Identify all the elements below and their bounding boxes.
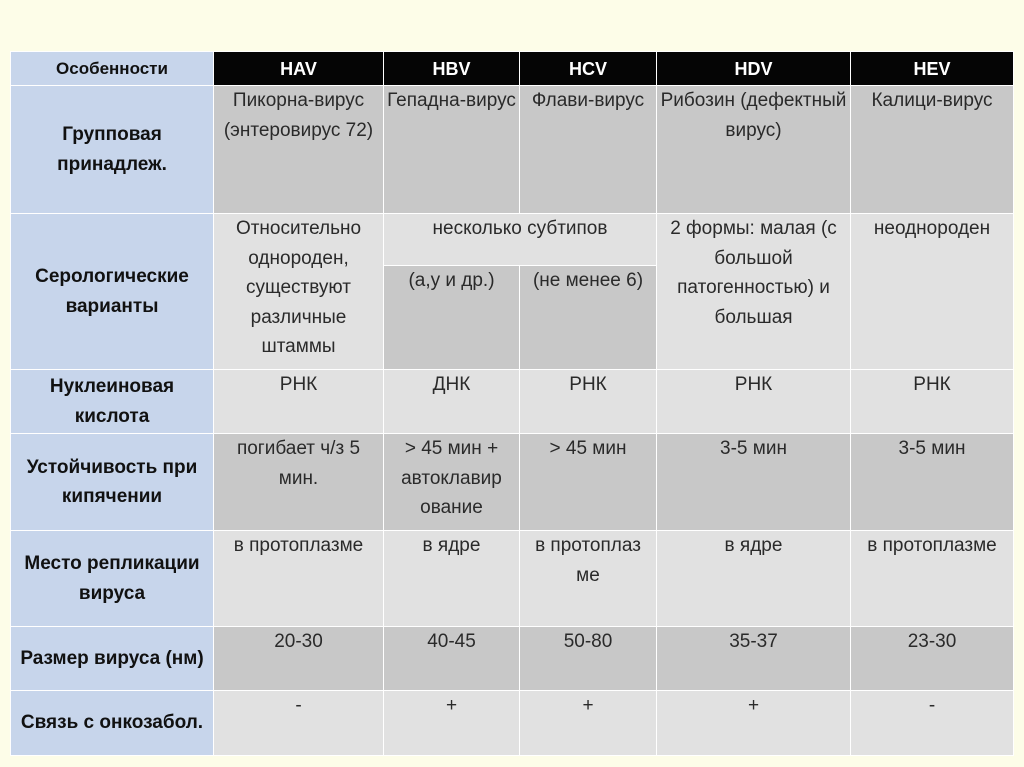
virus-comparison-table xyxy=(10,51,1014,756)
cell-nucleic-hav: РНК xyxy=(214,370,384,434)
cell-replication-hbv: в ядре xyxy=(384,531,520,627)
row-label-group: Групповая принадлеж. xyxy=(11,86,214,214)
cell-onco-hev: - xyxy=(851,691,1014,756)
header-hav: HAV xyxy=(214,52,384,86)
cell-onco-hav: - xyxy=(214,691,384,756)
row-label-boiling: Устойчивость при кипячении xyxy=(11,434,214,531)
row-boiling xyxy=(11,434,1014,531)
header-hcv: HCV xyxy=(520,52,657,86)
cell-serological-hev: неоднороден xyxy=(851,214,1014,370)
cell-group-hdv: Рибозин (дефектный вирус) xyxy=(657,86,851,214)
header-features: Особенности xyxy=(11,52,214,86)
row-label-serological: Серологические варианты xyxy=(11,214,214,370)
cell-boiling-hev: 3-5 мин xyxy=(851,434,1014,531)
cell-boiling-hdv: 3-5 мин xyxy=(657,434,851,531)
cell-group-hav: Пикорна-вирус (энтеровирус 72) xyxy=(214,86,384,214)
cell-onco-hbv: + xyxy=(384,691,520,756)
row-nucleic xyxy=(11,370,1014,434)
row-replication xyxy=(11,531,1014,627)
cell-size-hdv: 35-37 xyxy=(657,627,851,691)
cell-boiling-hav: погибает ч/з 5 мин. xyxy=(214,434,384,531)
cell-boiling-hcv: > 45 мин xyxy=(520,434,657,531)
cell-size-hbv: 40-45 xyxy=(384,627,520,691)
cell-nucleic-hev: РНК xyxy=(851,370,1014,434)
cell-size-hev: 23-30 xyxy=(851,627,1014,691)
cell-replication-hav: в протоплазме xyxy=(214,531,384,627)
cell-onco-hdv: + xyxy=(657,691,851,756)
cell-nucleic-hbv: ДНК xyxy=(384,370,520,434)
row-serological xyxy=(11,214,1014,266)
header-hbv: HBV xyxy=(384,52,520,86)
cell-nucleic-hcv: РНК xyxy=(520,370,657,434)
cell-boiling-hbv: > 45 мин + автоклавир ование xyxy=(384,434,520,531)
cell-group-hev: Калици-вирус xyxy=(851,86,1014,214)
row-label-size: Размер вируса (нм) xyxy=(11,627,214,691)
header-hdv: HDV xyxy=(657,52,851,86)
cell-onco-hcv: + xyxy=(520,691,657,756)
cell-nucleic-hdv: РНК xyxy=(657,370,851,434)
cell-serological-hdv: 2 формы: малая (с большой патогенностью) и большая xyxy=(657,214,851,370)
row-label-onco: Связь с онкозабол. xyxy=(11,691,214,756)
cell-size-hav: 20-30 xyxy=(214,627,384,691)
row-size xyxy=(11,627,1014,691)
cell-serological-hbv: (а,у и др.) xyxy=(384,266,520,370)
cell-size-hcv: 50-80 xyxy=(520,627,657,691)
cell-serological-hcv: (не менее 6) xyxy=(520,266,657,370)
cell-serological-hav: Относительно однороден, существуют различные штаммы xyxy=(214,214,384,370)
cell-replication-hdv: в ядре xyxy=(657,531,851,627)
row-label-replication: Место репликации вируса xyxy=(11,531,214,627)
header-row xyxy=(11,52,1014,86)
cell-replication-hev: в протоплазме xyxy=(851,531,1014,627)
row-onco xyxy=(11,691,1014,756)
row-group xyxy=(11,86,1014,214)
cell-group-hcv: Флави-вирус xyxy=(520,86,657,214)
cell-group-hbv: Гепадна-вирус xyxy=(384,86,520,214)
cell-serological-hbv-hcv: несколько субтипов xyxy=(384,214,657,266)
header-hev: HEV xyxy=(851,52,1014,86)
row-label-nucleic: Нуклеиновая кислота xyxy=(11,370,214,434)
cell-replication-hcv: в протоплаз ме xyxy=(520,531,657,627)
